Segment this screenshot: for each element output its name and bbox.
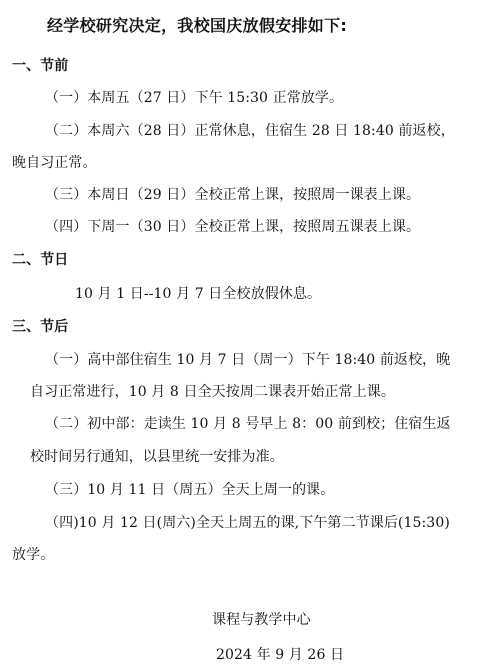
section-heading-after-holiday: 三、节后 (12, 319, 69, 335)
item-line-continued: 放学。 (12, 547, 55, 563)
section-heading-holiday: 二、节日 (12, 252, 69, 268)
notice-title: 经学校研究决定，我校国庆放假安排如下: (47, 16, 348, 35)
item-line: （四)10 月 12 日(周六)全天上周五的课,下午第二节课后(15:30) (45, 515, 450, 531)
item-line: （一）本周五（27 日）下午 15:30 正常放学。 (45, 90, 344, 106)
item-line: （二）初中部：走读生 10 月 8 号早上 8：00 前到校；住宿生返 (45, 416, 451, 432)
issuing-department: 课程与教学中心 (212, 612, 311, 628)
item-line: 10 月 1 日--10 月 7 日全校放假休息。 (75, 286, 322, 302)
item-line: （一）高中部住宿生 10 月 7 日（周一）下午 18:40 前返校，晚 (45, 352, 451, 368)
item-line: （四）下周一（30 日）全校正常上课，按照周五课表上课。 (45, 219, 421, 235)
item-line-continued: 晚自习正常。 (12, 155, 97, 171)
item-line: （二）本周六（28 日）正常休息，住宿生 28 日 18:40 前返校， (45, 123, 455, 139)
item-line: （三）10 月 11 日（周五）全天上周一的课。 (45, 482, 335, 498)
issue-date: 2024 年 9 月 26 日 (216, 647, 345, 663)
item-line: （三）本周日（29 日）全校正常上课，按照周一课表上课。 (45, 187, 421, 203)
section-heading-before-holiday: 一、节前 (12, 58, 69, 74)
item-line-continued: 自习正常进行，10 月 8 日全天按周二课表开始正常上课。 (30, 384, 395, 400)
item-line-continued: 校时间另行通知，以县里统一安排为准。 (30, 449, 284, 465)
